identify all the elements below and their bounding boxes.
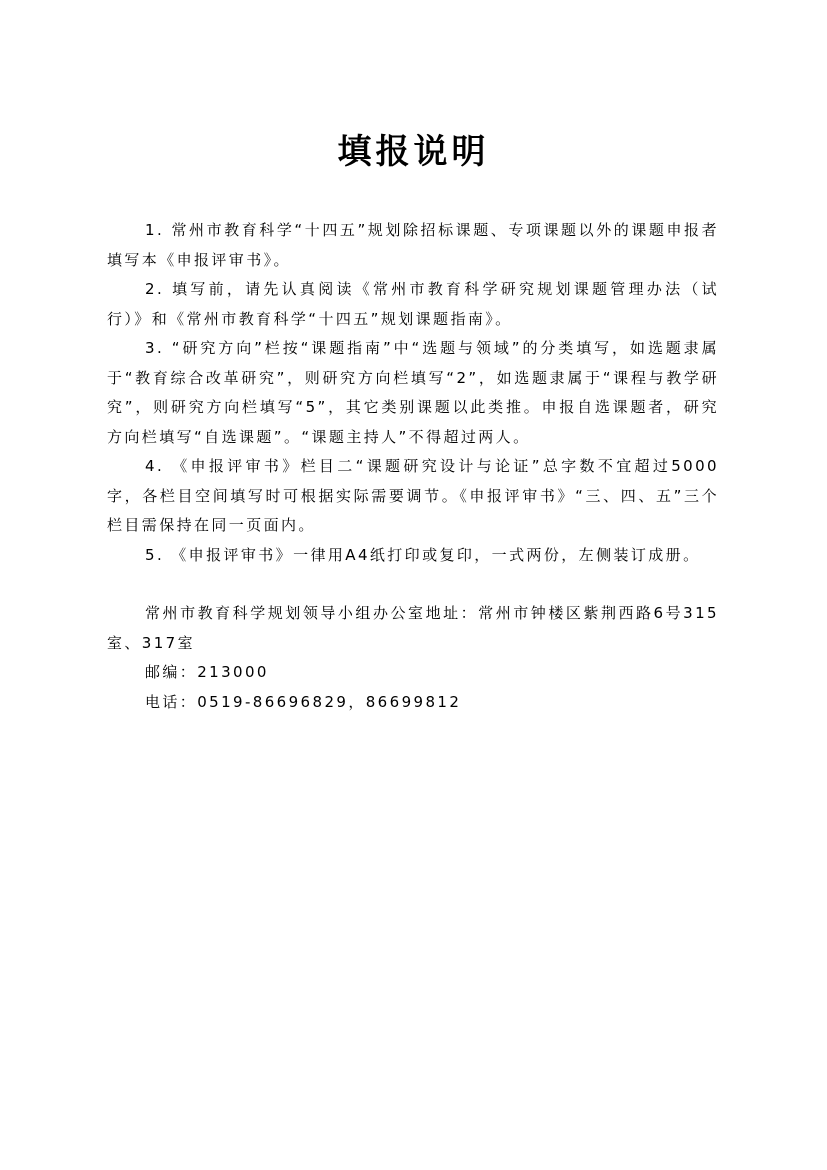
page-title: 填报说明 <box>337 132 490 172</box>
instructions-body <box>107 216 719 717</box>
instruction-item-4: 4. 《申报评审书》栏目二“课题研究设计与论证”总字数不宜超过5000字，各栏目空间填写时可根据实际需要调节。《申报评审书》“三、四、五”三个栏目需保持在同一页面内。 <box>107 457 719 534</box>
postcode: 邮编：213000 <box>145 663 269 681</box>
phone-numbers: 电话：0519-86696829，86699812 <box>145 692 462 711</box>
instruction-item-2: 2. 填写前，请先认真阅读《常州市教育科学研究规划课题管理办法（试行）》和《常州市教育科学“十四五”规划课题指南》。 <box>107 280 719 328</box>
instruction-item-3: 3. “研究方向”栏按“课题指南”中“选题与领域”的分类填写，如选题隶属于“教育综合改革研究”，则研究方向栏填写“2”，如选题隶属于“课程与教学研究”，则研究方向栏填写“5”，其它类别课题以此类推。申报自选课题者，研究方向栏填写“自选课题”。“课题主持人”不得超过两人。 <box>107 339 719 446</box>
instruction-item-5: 5. 《申报评审书》一律用A4纸打印或复印，一式两份，左侧装订成册。 <box>145 545 701 564</box>
office-address: 常州市教育科学规划领导小组办公室地址：常州市钟楼区紫荆西路6号315室、317室 <box>107 604 719 652</box>
instruction-item-1: 1. 常州市教育科学“十四五”规划除招标课题、专项课题以外的课题申报者填写本《申报评审书》。 <box>107 221 719 269</box>
contact-info <box>107 599 719 717</box>
